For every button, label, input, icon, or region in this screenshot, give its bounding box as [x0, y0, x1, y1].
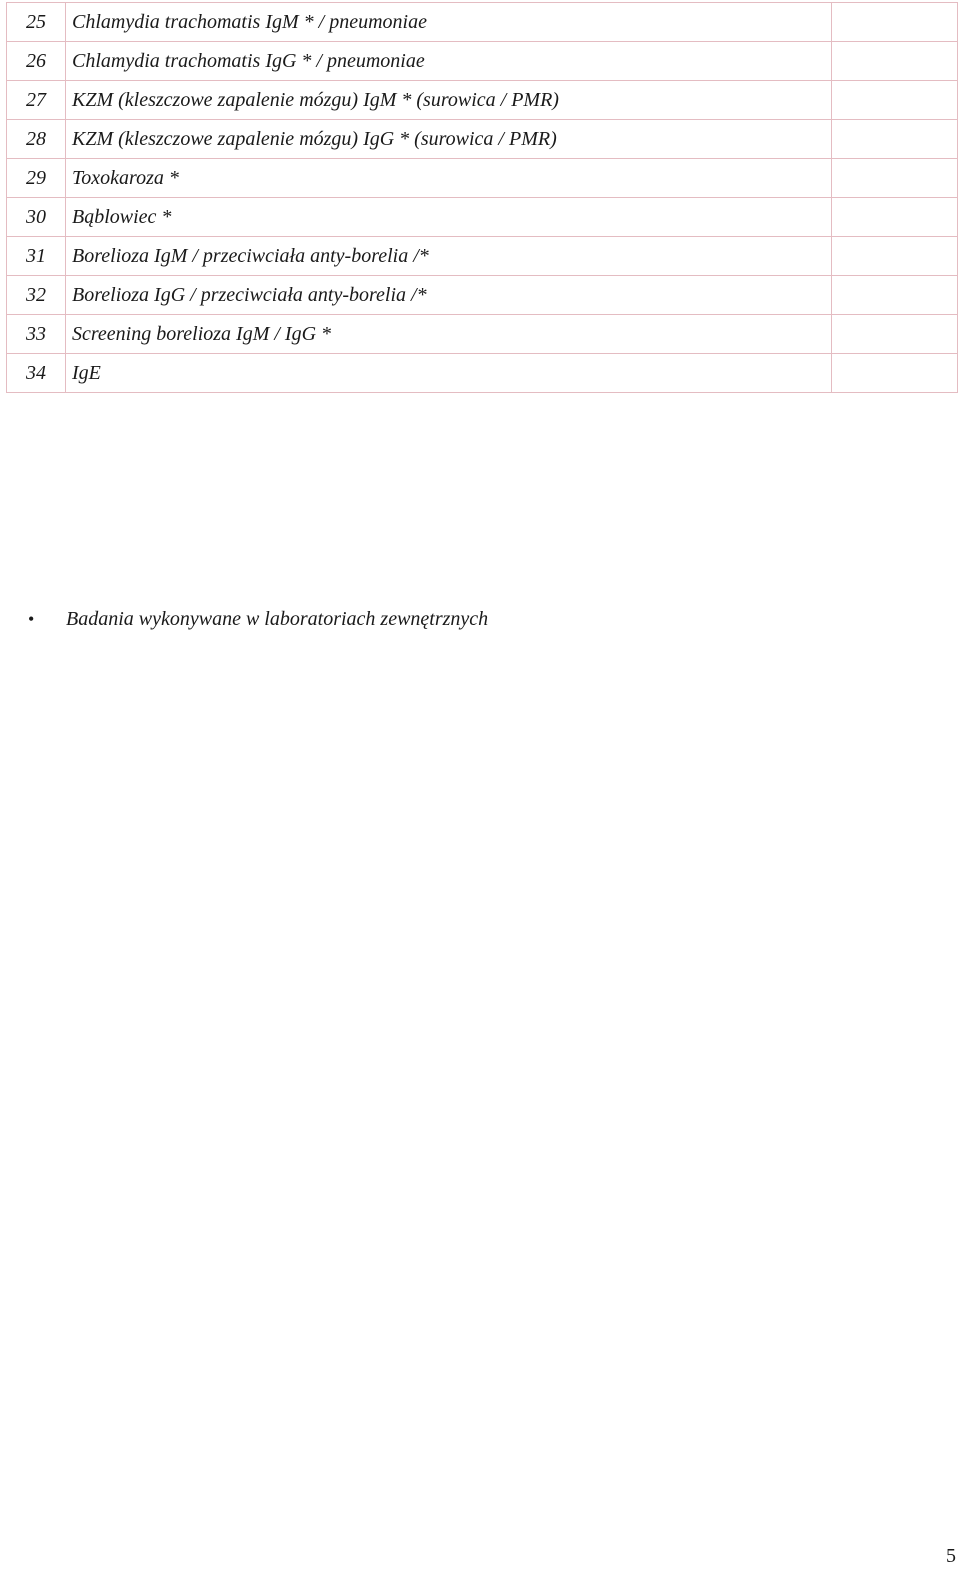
table-row — [7, 315, 958, 354]
table-row — [7, 81, 958, 120]
selection-cell[interactable] — [832, 198, 958, 237]
test-number: 33 — [7, 315, 66, 354]
test-number: 30 — [7, 198, 66, 237]
table-row — [7, 42, 958, 81]
bullet-icon: • — [28, 609, 35, 629]
test-name: Chlamydia trachomatis IgM * / pneumoniae — [66, 3, 832, 42]
selection-cell[interactable] — [832, 81, 958, 120]
test-number: 27 — [7, 81, 66, 120]
table-row — [7, 276, 958, 315]
test-name: IgE — [66, 354, 832, 393]
test-name: Borelioza IgM / przeciwciała anty-borelia /* — [66, 237, 832, 276]
selection-cell[interactable] — [832, 120, 958, 159]
table-row — [7, 237, 958, 276]
footnote — [28, 608, 488, 631]
selection-cell[interactable] — [832, 237, 958, 276]
table-row — [7, 120, 958, 159]
selection-cell[interactable] — [832, 3, 958, 42]
selection-cell[interactable] — [832, 42, 958, 81]
lab-test-table — [6, 2, 958, 393]
test-name: Borelioza IgG / przeciwciała anty-borelia /* — [66, 276, 832, 315]
test-name: Screening borelioza IgM / IgG * — [66, 315, 832, 354]
footnote-text: Badania wykonywane w laboratoriach zewnętrznych — [66, 608, 489, 630]
selection-cell[interactable] — [832, 159, 958, 198]
test-number: 32 — [7, 276, 66, 315]
table-row — [7, 159, 958, 198]
test-number: 34 — [7, 354, 66, 393]
table-row — [7, 198, 958, 237]
selection-cell[interactable] — [832, 354, 958, 393]
selection-cell[interactable] — [832, 276, 958, 315]
test-number: 29 — [7, 159, 66, 198]
test-name: KZM (kleszczowe zapalenie mózgu) IgG * (surowica / PMR) — [66, 120, 832, 159]
test-name: KZM (kleszczowe zapalenie mózgu) IgM * (surowica / PMR) — [66, 81, 832, 120]
table-row — [7, 3, 958, 42]
test-number: 26 — [7, 42, 66, 81]
selection-cell[interactable] — [832, 315, 958, 354]
test-number: 28 — [7, 120, 66, 159]
test-number: 25 — [7, 3, 66, 42]
test-name: Bąblowiec * — [66, 198, 832, 237]
table-row — [7, 354, 958, 393]
page-number: 5 — [946, 1545, 956, 1567]
test-number: 31 — [7, 237, 66, 276]
test-name: Chlamydia trachomatis IgG * / pneumoniae — [66, 42, 832, 81]
test-name: Toxokaroza * — [66, 159, 832, 198]
